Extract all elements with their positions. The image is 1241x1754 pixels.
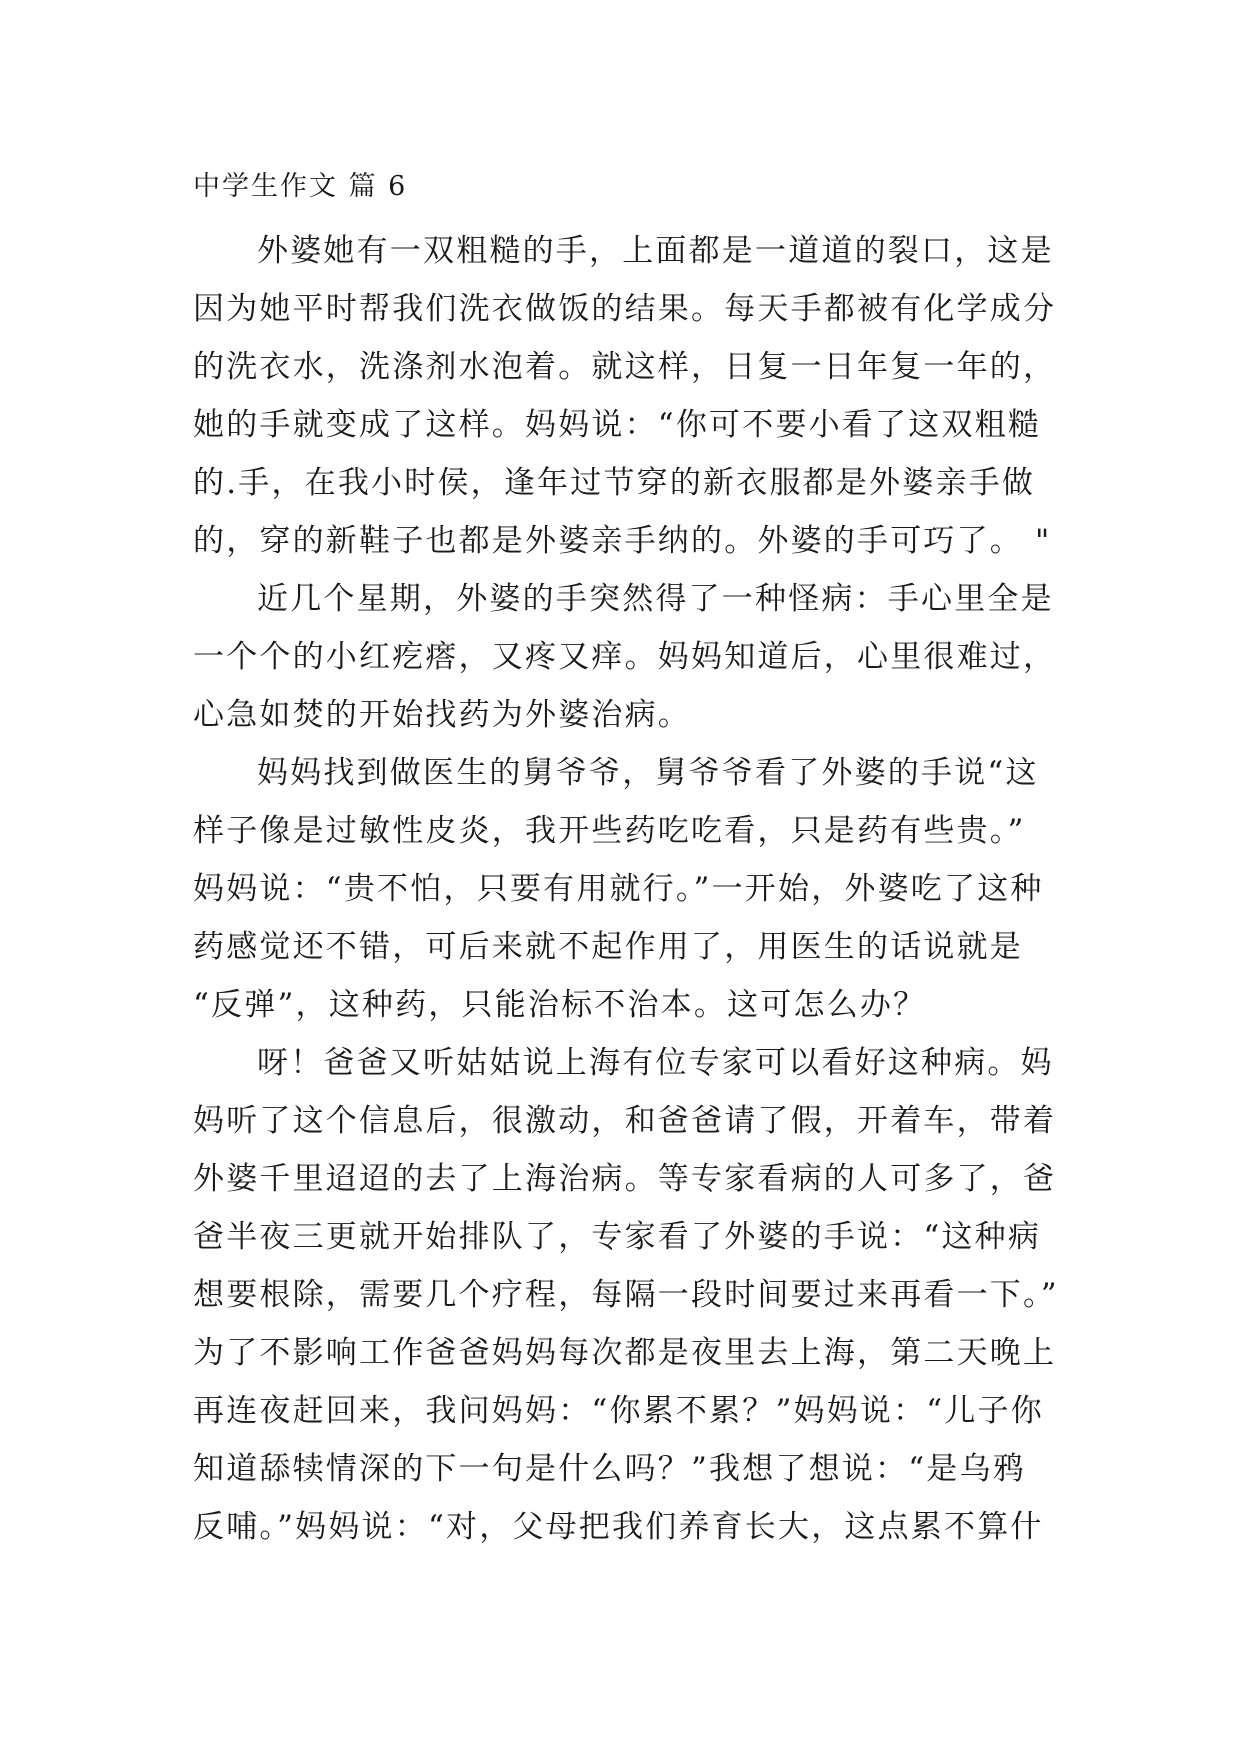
text-line: 反哺。”妈妈说：“对，父母把我们养育长大，这点累不算什 [193,1509,1044,1545]
text-line: 妈听了这个信息后，很激动，和爸爸请了假，开着车，带着 [193,1103,1057,1139]
text-line: 的洗衣水，洗涤剂水泡着。就这样，日复一日年复一年的， [193,349,1057,385]
text-line: “反弹”，这种药，只能治标不治本。这可怎么办？ [193,987,927,1023]
text-line: 妈妈找到做医生的舅爷爷，舅爷爷看了外婆的手说“这 [257,755,1039,791]
text-line: 为了不影响工作爸爸妈妈每次都是夜里去上海，第二天晚上 [193,1335,1057,1371]
text-line: 心急如焚的开始找药为外婆治病。 [193,697,691,733]
text-line: 近几个星期，外婆的手突然得了一种怪病：手心里全是 [257,581,1054,617]
text-line: 药感觉还不错，可后来就不起作用了，用医生的话说就是 [193,929,1023,965]
text-line: 外婆千里迢迢的去了上海治病。等专家看病的人可多了，爸 [193,1161,1057,1197]
text-line: 知道舔犊情深的下一句是什么吗？”我想了想说：“是乌鸦 [193,1451,1026,1487]
text-line: 呀！爸爸又听姑姑说上海有位专家可以看好这种病。妈 [257,1045,1054,1081]
text-line: 的，穿的新鞋子也都是外婆亲手纳的。外婆的手可巧了。 " [193,523,1052,559]
text-line: 外婆她有一双粗糙的手，上面都是一道道的裂口，这是 [257,233,1054,269]
text-line: 再连夜赶回来，我问妈妈：“你累不累？”妈妈说：“儿子你 [193,1393,1044,1429]
text-line: 样子像是过敏性皮炎，我开些药吃吃看，只是药有些贵。” [193,813,1026,849]
essay-body [193,222,1059,1556]
text-line: 爸半夜三更就开始排队了，专家看了外婆的手说：“这种病 [193,1219,1042,1255]
text-line: 因为她平时帮我们洗衣做饭的结果。每天手都被有化学成分 [193,291,1057,327]
essay-title: 中学生作文 篇 6 [193,171,408,202]
text-line: 想要根除，需要几个疗程，每隔一段时间要过来再看一下。” [193,1277,1059,1313]
text-line: 的.手，在我小时侯，逢年过节穿的新衣服都是外婆亲手做 [193,465,1036,501]
text-line: 妈妈说：“贵不怕，只要有用就行。”一开始，外婆吃了这种 [193,871,1044,907]
text-line: 一个个的小红疙瘩，又疼又痒。妈妈知道后，心里很难过， [193,639,1057,675]
text-line: 她的手就变成了这样。妈妈说：“你可不要小看了这双粗糙 [193,407,1042,443]
